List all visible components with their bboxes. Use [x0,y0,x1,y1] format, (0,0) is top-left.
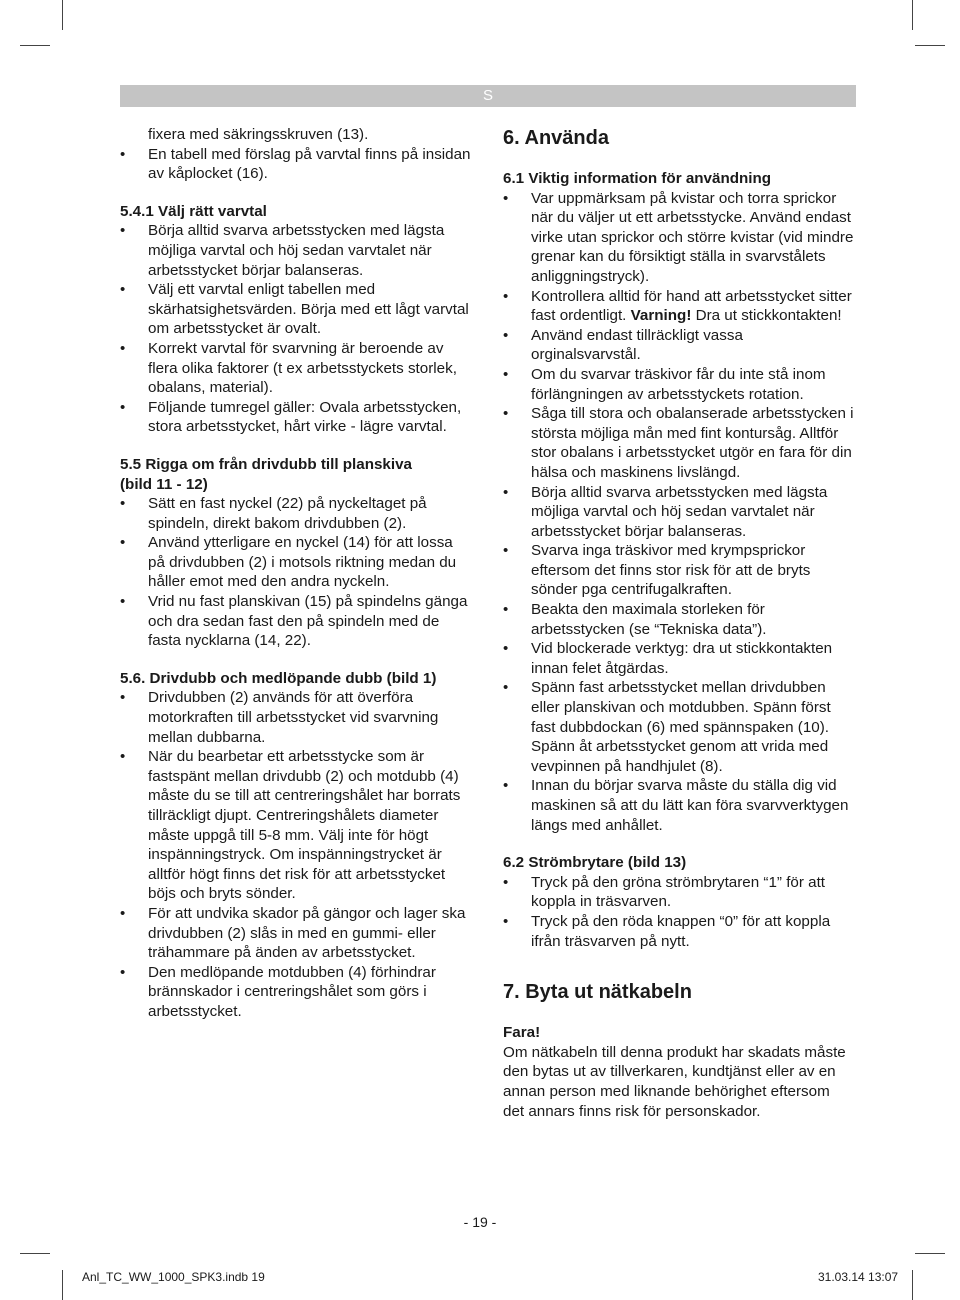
section-heading-7: 7. Byta ut nätkabeln [503,981,692,1004]
list-item: • Spänn fast arbetsstycket mellan drivdubben eller planskivan och motdubben. Spänn först fast dubbdockan (6) med spännspaken (10). Spänn åt arbetsstycket genom att vrida med vevpinnen på handhjulet (8). [503,678,855,776]
paragraph: fixera med säkringsskruven (13). [148,126,369,143]
list-item: • Beakta den maximala storleken för arbetsstycken (se “Tekniska data”). [503,600,855,639]
list-item: • Den medlöpande motdubben (4) förhindrar brännskador i centreringshålet som görs i arbetsstycket. [120,963,472,1022]
section-heading-5-5-sub: (bild 11 - 12) [120,475,208,493]
list-item: • Om du svarvar träskivor får du inte stå inom förlängningen av arbetsstyckets rotation. [503,365,855,404]
page-number: - 19 - [463,1214,497,1230]
warning-label: Varning! [630,307,692,325]
list-item: • Tryck på den gröna strömbrytaren “1” för att koppla in träsvarven. [503,873,855,912]
list-item: • Tryck på den röda knappen “0” för att koppla ifrån träsvarven på nytt. [503,912,855,951]
right-column [503,125,855,1121]
bullet-list [120,494,472,651]
paragraph: Om nätkabeln till denna produkt har skadats måste den bytas ut av tillverkaren, kundtjänst eller av en annan person med liknande behörighet eftersom det annars finns risk för personskador. [503,1043,846,1120]
bullet-list [503,873,855,951]
list-item: • Var uppmärksam på kvistar och torra sprickor när du väljer ut ett arbetsstycke. Använd endast virke utan sprickor och större kvistar (vid mindre grenar kan du försiktigt ställa in svarvstålets anliggningstryck). [503,189,855,287]
bullet-list [120,145,472,184]
crop-mark [915,1253,945,1254]
list-item: • Drivdubben (2) används för att överföra motorkraften till arbetsstycket vid svarvning mellan dubbarna. [120,688,472,747]
crop-mark [20,45,50,46]
bullet-list [120,221,472,437]
list-item-text: Kontrollera alltid för hand att arbetsstycket sitter fast ordentligt. [531,287,852,325]
crop-mark [62,1270,63,1300]
list-item-warning [503,287,855,326]
list-item: • Svarva inga träskivor med krympsprickor eftersom det finns stor risk för att de bryts sönder pga centrifugalkraften. [503,541,855,600]
bullet-list [503,189,855,836]
list-item: • Börja alltid svarva arbetsstycken med lägsta möjliga varvtal och höj sedan varvtalet när arbetsstycket börjar balanseras. [503,483,855,542]
bullet-list [120,688,472,1021]
list-item-text: Dra ut stickkontakten! [691,307,842,325]
left-column [120,125,472,1022]
crop-mark [62,0,63,30]
list-item: • Välj ett varvtal enligt tabellen med skärhatsighetsvärden. Börja med ett lågt varvtal om arbetsstycket är ovalt. [120,280,472,339]
list-item: • Innan du börjar svarva måste du ställa dig vid maskinen så att du lätt kan föra svarvverktygen längs med anhållet. [503,776,855,835]
list-item: • Följande tumregel gäller: Ovala arbetsstycken, stora arbetsstycket, hårt virke - lägre varvtal. [120,398,472,437]
list-item: • Vrid nu fast planskivan (15) på spindelns gänga och dra sedan fast den på spindeln med de fasta nycklarna (14, 22). [120,592,472,651]
footer-date: 31.03.14 13:07 [818,1270,899,1284]
list-item: • Såga till stora och obalanserade arbetsstycken i största möjliga mån med fint kontursåg. Alltför stor obalans i arbetsstycket utgör en fara för din hälsa och maskinens livslängd. [503,404,855,482]
language-header-bar [120,85,856,107]
list-item: • Använd ytterligare en nyckel (14) för att lossa på drivdubben (2) i motsols riktning medan du håller emot med den andra nyckeln. [120,533,472,592]
section-heading-5-4-1: 5.4.1 Välj rätt varvtal [120,202,267,220]
section-heading-6-2: 6.2 Strömbrytare (bild 13) [503,854,687,872]
section-heading-6-1: 6.1 Viktig information för användning [503,170,772,187]
list-item: • När du bearbetar ett arbetsstycke som är fastspänt mellan drivdubb (2) och motdubb (4) måste du se till att centreringshålet har borrats tillräckligt djupt. Centreringshålets diameter måste uppgå till 5-8 mm. Välj inte för högt inspänningstryck. Om inspänningstrycket är alltför högt finns det risk för att arbetsstycket böjs och bryts sönder. [120,747,472,904]
list-item: • Korrekt varvtal för svarvning är beroende av flera olika faktorer (t ex arbetsstyckets storlek, obalans, material). [120,339,472,398]
list-item: • Vid blockerade verktyg: dra ut stickkontakten innan felet åtgärdas. [503,639,855,678]
footer-filename: Anl_TC_WW_1000_SPK3.indb 19 [82,1270,265,1284]
crop-mark [20,1253,50,1254]
crop-mark [915,45,945,46]
list-item: • Börja alltid svarva arbetsstycken med lägsta möjliga varvtal och höj sedan varvtalet när arbetsstycket börjar balanseras. [120,221,472,280]
list-item: • För att undvika skador på gängor och lager ska drivdubben (2) slås in med en gummi- eller trähammare på änden av arbetsstycket. [120,904,472,963]
list-item: • En tabell med förslag på varvtal finns på insidan av kåplocket (16). [120,145,472,184]
section-heading-6: 6. Använda [503,127,609,149]
crop-mark [912,1270,913,1300]
list-item: • Sätt en fast nyckel (22) på nyckeltaget på spindeln, direkt bakom drivdubben (2). [120,494,472,533]
danger-label: Fara! [503,1024,541,1042]
list-item: • Använd endast tillräckligt vassa orginalsvarvstål. [503,326,855,365]
section-heading-5-6: 5.6. Drivdubb och medlöpande dubb (bild 1) [120,669,437,687]
crop-mark [912,0,913,30]
language-code: S [482,87,493,104]
section-heading-5-5: 5.5 Rigga om från drivdubb till planskiva [120,455,412,473]
